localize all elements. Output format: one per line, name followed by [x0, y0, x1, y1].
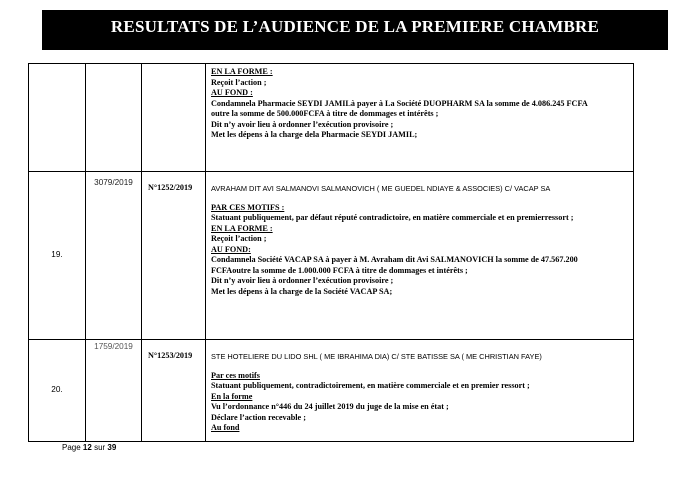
decision-line: Reçoit l’action ;: [211, 77, 267, 87]
section-heading: PAR CES MOTIFS :: [211, 202, 285, 212]
role-number: [86, 64, 142, 172]
decision-line: Reçoit l’action ;: [211, 234, 267, 243]
role-number: 1759/2019: [86, 340, 142, 442]
page-title-banner: [42, 10, 668, 50]
table-row: [29, 172, 634, 340]
section-heading: AU FOND:: [211, 244, 251, 254]
footer-separator: sur: [94, 443, 106, 452]
role-number: 3079/2019: [86, 172, 142, 340]
parties: AVRAHAM DIT AVI SALMANOVI SALMANOVICH ( ME GUEDEL NDIAYE & ASSOCIES) C/ VACAP SA: [211, 184, 551, 193]
section-heading: EN LA FORME :: [211, 223, 273, 233]
table-row: [29, 340, 634, 442]
parties: STE HOTELIERE DU LIDO SHL ( ME IBRAHIMA DIA) C/ STE BATISSE SA ( ME CHRISTIAN FAYE): [211, 352, 542, 361]
page-title: RESULTATS DE L’AUDIENCE DE LA PREMIERE CHAMBRE: [110, 17, 600, 36]
page-number: 12: [82, 443, 92, 452]
decision-line: Dit n’y avoir lieu à ordonner l’exécution provisoire ;: [211, 119, 394, 129]
decision-line: Condamnela Pharmacie SEYDI JAMILà payer à La Société DUOPHARM SA la somme de 4.086.245 FCFA: [211, 98, 588, 108]
section-heading: En la forme: [211, 391, 253, 401]
repertoire-number: N°1253/2019: [142, 340, 206, 442]
decision-line: Condamnela Société VACAP SA à payer à M. Avraham dit Avi SALMANOVICH la somme de 47.567.200: [211, 255, 578, 264]
decision-text: [206, 64, 634, 172]
decision-line: Met les dépens à la charge dela Pharmacie SEYDI JAMIL;: [211, 130, 418, 139]
section-heading: Au fond: [211, 423, 240, 432]
case-number: [29, 64, 86, 172]
decision-line: Met les dépens à la charge de la Société VACAP SA;: [211, 286, 393, 296]
footer-prefix: Page: [62, 443, 81, 452]
section-heading: Par ces motifs: [211, 370, 260, 380]
decision-line: FCFAoutre la somme de 1.000.000 FCFA à titre de dommages et intérêts ;: [211, 265, 468, 275]
decision-line: Statuant publiquement, contradictoirement, en matière commerciale et en premier ressort ;: [211, 381, 530, 390]
decision-line: Dit n’y avoir lieu à ordonner l’exécution provisoire ;: [211, 276, 394, 285]
decision-text: [206, 172, 634, 340]
decision-line: outre la somme de 500.000FCFA à titre de dommages et intérêts ;: [211, 109, 439, 118]
decision-line: Vu l’ordonnance n°446 du 24 juillet 2019 du juge de la mise en état ;: [211, 402, 449, 411]
section-heading: EN LA FORME :: [211, 67, 273, 76]
page-footer: [62, 443, 116, 452]
case-number: 19.: [29, 172, 86, 340]
section-heading: AU FOND :: [211, 88, 253, 97]
results-table: [28, 63, 634, 442]
decision-line: Déclare l’action recevable ;: [211, 412, 306, 422]
case-number: 20.: [29, 340, 86, 442]
table-row: [29, 64, 634, 172]
page-total: 39: [107, 443, 117, 452]
decision-line: Statuant publiquement, par défaut réputé contradictoire, en matière commerciale et en premierressort ;: [211, 213, 574, 222]
decision-text: [206, 340, 634, 442]
repertoire-number: [142, 64, 206, 172]
repertoire-number: N°1252/2019: [142, 172, 206, 340]
